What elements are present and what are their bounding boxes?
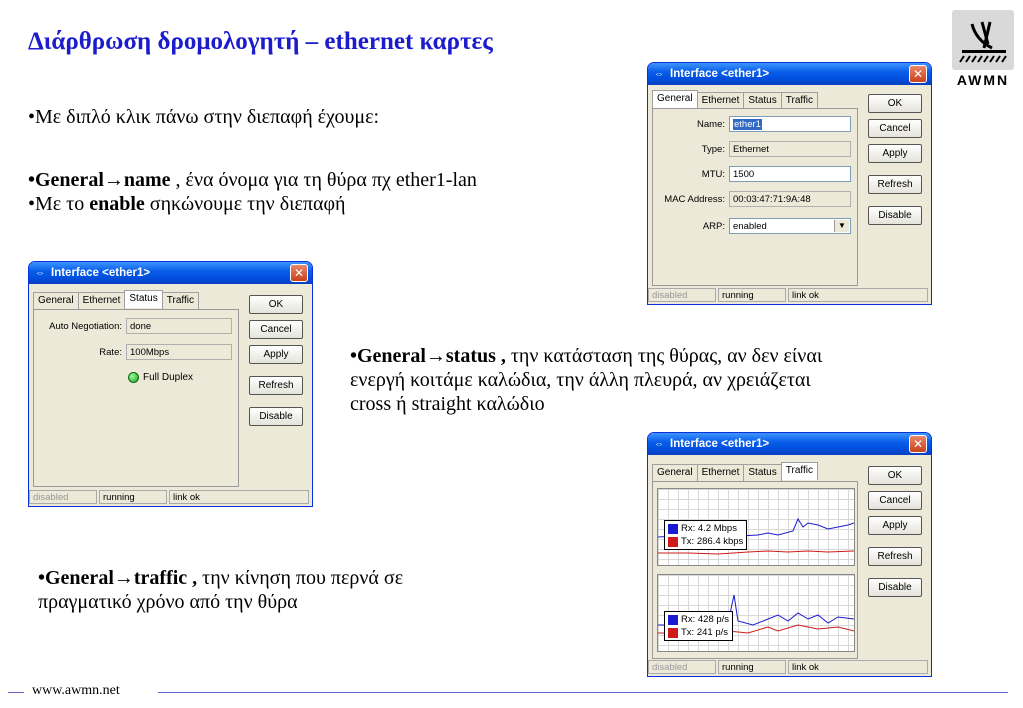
- disable-button[interactable]: Disable: [249, 407, 303, 426]
- ok-button[interactable]: OK: [868, 94, 922, 113]
- ok-button[interactable]: OK: [868, 466, 922, 485]
- status-bar: [648, 288, 931, 304]
- autoneg-field: done: [126, 318, 232, 334]
- status-line2: ενεργή κοιτάμε καλώδια, την άλλη πλευρά, αν χρειάζεται: [350, 369, 811, 391]
- tab-traffic[interactable]: Traffic: [781, 92, 818, 110]
- duplex-text: Full Duplex: [143, 372, 194, 384]
- interface-window-status: [28, 261, 313, 507]
- bullet-prefix: •General: [28, 169, 104, 191]
- interface-window-general: [647, 62, 932, 305]
- footer-rule-left: [8, 692, 24, 693]
- name-value: ether1: [734, 119, 761, 130]
- type-field: Ethernet: [729, 141, 851, 157]
- tx-bits-line: [658, 551, 854, 554]
- tx-packets-label: Tx: 241 p/s: [681, 627, 728, 638]
- bullet-prefix: •General: [38, 567, 114, 589]
- tab-bar: [33, 292, 198, 310]
- bullet-keyword: enable: [89, 193, 145, 215]
- mac-field: 00:03:47:71:9A:48: [729, 191, 851, 207]
- antenna-dish-icon: [952, 10, 1014, 70]
- cancel-button[interactable]: Cancel: [868, 491, 922, 510]
- general-name-bullet: [28, 168, 477, 192]
- tab-status[interactable]: Status: [124, 290, 162, 308]
- type-label: Type:: [701, 144, 725, 155]
- footer-url[interactable]: www.awmn.net: [32, 683, 120, 698]
- footer-rule: [158, 692, 1008, 693]
- duplex-indicator: [128, 372, 193, 383]
- status-running: running: [99, 490, 167, 504]
- slide-title: Διάρθρωση δρομολογητή – ethernet καρτες: [28, 28, 493, 55]
- autoneg-label: Auto Negotiation:: [49, 321, 122, 332]
- window-title: Interface <ether1>: [670, 438, 770, 450]
- chevron-down-icon[interactable]: ▼: [834, 220, 849, 232]
- apply-button[interactable]: Apply: [868, 144, 922, 163]
- tab-general[interactable]: General: [652, 90, 698, 108]
- close-icon[interactable]: ✕: [909, 435, 927, 453]
- name-label: Name:: [697, 119, 725, 130]
- close-icon[interactable]: ✕: [909, 65, 927, 83]
- disable-button[interactable]: Disable: [868, 206, 922, 225]
- window-titlebar[interactable]: [648, 63, 931, 85]
- interface-icon: ⇔: [35, 267, 45, 279]
- packets-legend: [664, 611, 733, 641]
- tab-traffic[interactable]: Traffic: [162, 292, 199, 310]
- status-led-icon: [128, 372, 139, 383]
- disable-button[interactable]: Disable: [868, 578, 922, 597]
- status-running: running: [718, 660, 786, 674]
- tx-bits-label: Tx: 286.4 kbps: [681, 536, 744, 547]
- mtu-field[interactable]: 1500: [729, 166, 851, 182]
- tx-swatch: [668, 628, 678, 638]
- awmn-logo: [952, 10, 1014, 94]
- bits-legend: [664, 520, 747, 550]
- refresh-button[interactable]: Refresh: [249, 376, 303, 395]
- status-bar: [29, 490, 312, 506]
- status-line3: cross ή straight καλώδιο: [350, 393, 545, 415]
- status-state: disabled: [648, 288, 716, 302]
- intro-text: •Με διπλό κλικ πάνω στην διεπαφή έχουμε:: [28, 106, 380, 128]
- rate-field: 100Mbps: [126, 344, 232, 360]
- tab-ethernet[interactable]: Ethernet: [78, 292, 126, 310]
- arrow-icon: →: [425, 345, 446, 367]
- status-link: link ok: [788, 660, 928, 674]
- window-titlebar[interactable]: [648, 433, 931, 455]
- rx-swatch: [668, 524, 678, 534]
- bullet-rest: , ένα όνομα για τη θύρα πχ ether1-lan: [170, 169, 477, 191]
- status-link: link ok: [788, 288, 928, 302]
- rx-swatch: [668, 615, 678, 625]
- bullet-rest: σηκώνουμε την διεπαφή: [144, 193, 346, 215]
- tab-ethernet[interactable]: Ethernet: [697, 464, 745, 482]
- bullet-prefix: •Με το: [28, 193, 90, 215]
- arp-select[interactable]: [729, 218, 851, 234]
- name-field[interactable]: [729, 116, 851, 132]
- status-state: disabled: [648, 660, 716, 674]
- mtu-label: MTU:: [701, 169, 725, 180]
- refresh-button[interactable]: Refresh: [868, 547, 922, 566]
- arrow-icon: →: [103, 169, 124, 191]
- cancel-button[interactable]: Cancel: [868, 119, 922, 138]
- traffic-bullet: [38, 566, 403, 614]
- refresh-button[interactable]: Refresh: [868, 175, 922, 194]
- interface-window-traffic: [647, 432, 932, 677]
- tab-general[interactable]: General: [33, 292, 79, 310]
- bullet-keyword: name: [123, 169, 171, 191]
- close-icon[interactable]: ✕: [290, 264, 308, 282]
- bullet-keyword: status ,: [445, 345, 506, 367]
- bullet-keyword: traffic ,: [133, 567, 198, 589]
- window-title: Interface <ether1>: [51, 267, 151, 279]
- window-title: Interface <ether1>: [670, 68, 770, 80]
- traffic-panel: [652, 481, 858, 659]
- interface-icon: ⇔: [654, 438, 664, 450]
- tab-bar: [652, 464, 817, 482]
- tab-traffic[interactable]: Traffic: [781, 462, 818, 480]
- packets-graph: [657, 574, 855, 652]
- tab-status[interactable]: Status: [743, 92, 781, 110]
- status-state: disabled: [29, 490, 97, 504]
- status-line1: την κατάσταση της θύρας, αν δεν είναι: [505, 345, 823, 367]
- window-titlebar[interactable]: [29, 262, 312, 284]
- arrow-icon: →: [113, 567, 134, 589]
- rx-packets-label: Rx: 428 p/s: [681, 614, 730, 625]
- mac-label: MAC Address:: [664, 194, 725, 205]
- status-bar: [648, 660, 931, 676]
- general-panel: [652, 108, 858, 286]
- arp-label: ARP:: [702, 221, 725, 232]
- status-panel: [33, 309, 239, 487]
- status-bullet: [350, 344, 822, 416]
- tx-swatch: [668, 537, 678, 547]
- bullet-prefix: •General: [350, 345, 426, 367]
- enable-bullet: [28, 192, 346, 216]
- traffic-line2: πραγματικό χρόνο από την θύρα: [38, 591, 298, 613]
- ok-button[interactable]: OK: [249, 295, 303, 314]
- rx-bits-label: Rx: 4.2 Mbps: [681, 523, 737, 534]
- cancel-button[interactable]: Cancel: [249, 320, 303, 339]
- apply-button[interactable]: Apply: [868, 516, 922, 535]
- status-running: running: [718, 288, 786, 302]
- apply-button[interactable]: Apply: [249, 345, 303, 364]
- tab-ethernet[interactable]: Ethernet: [697, 92, 745, 110]
- bits-graph: [657, 488, 855, 566]
- traffic-line1: την κίνηση που περνά σε: [197, 567, 404, 589]
- tab-status[interactable]: Status: [743, 464, 781, 482]
- arp-value: enabled: [733, 221, 767, 232]
- logo-text: AWMN: [956, 72, 1010, 88]
- rate-label: Rate:: [99, 347, 122, 358]
- tab-general[interactable]: General: [652, 464, 698, 482]
- interface-icon: ⇔: [654, 68, 664, 80]
- status-link: link ok: [169, 490, 309, 504]
